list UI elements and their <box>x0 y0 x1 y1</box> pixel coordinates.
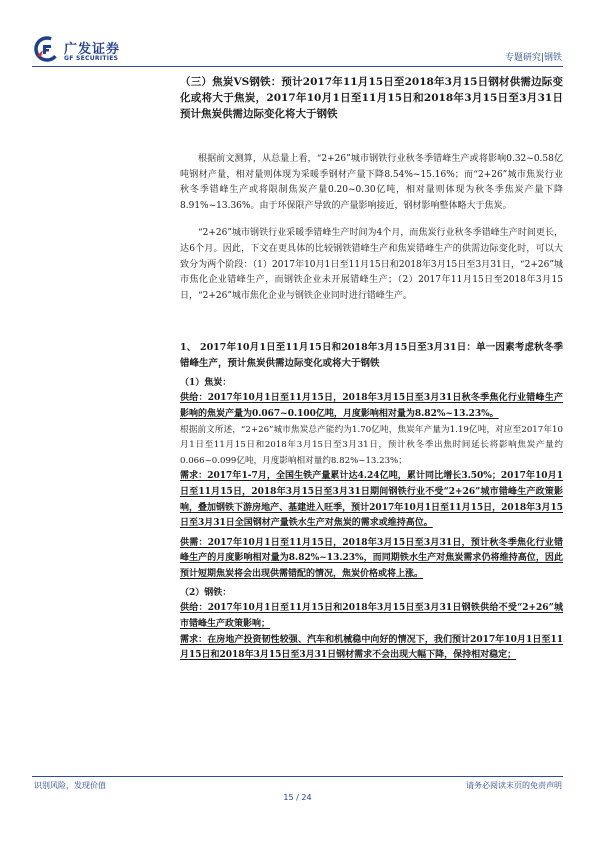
logo-chinese-name: 广发证券 <box>64 42 121 57</box>
coke-supply: 供给：2017年10月1日至11月15日，2018年3月15日至3月31日秋冬季焦化行业错峰生产影响的焦炭产量为0.067~0.100亿吨，月度影响相对量为8.82%~13.23%。 <box>180 393 563 419</box>
footer-disclaimer: 请务必阅读末页的免责声明 <box>466 781 562 790</box>
main-content <box>180 74 563 664</box>
steel-supply: 供给：2017年10月1日至11月15日和2018年3月15日至3月31日钢铁供给不受“2+26”城市错峰生产政策影响； <box>180 603 563 630</box>
coke-note: 根据前文所述，“2+26”城市焦炭总产能约为1.70亿吨，焦炭年产量为1.19亿吨，对应至2017年10月1日至11月15日和2018年3月15日至3月31日，预计秋冬季出焦时间延长将影响焦炭产量约0.066~0.099亿吨，月度影响相对量约8.82%~13.23%； <box>180 424 563 466</box>
header-divider <box>32 66 563 67</box>
footer-divider <box>32 776 563 777</box>
coke-title: （1）焦炭： <box>180 378 232 389</box>
coke-summary: 供需：2017年10月1日至11月15日，2018年3月15日至3月31日，预计秋冬季焦化行业错峰生产的月度影响相对量为8.82%~13.23%，而同期铁水生产对焦炭需求仍将维持高位，因此预计短期焦炭将会出现供需错配的情况，焦炭价格或将上涨。 <box>180 537 563 579</box>
report-category: 专题研究|钢铁 <box>504 53 562 63</box>
coke-demand: 需求：2017年1-7月，全国生铁产量累计达4.24亿吨，累计同比增长3.50%；2017年10月1日至11月15日，2018年3月15日至3月31日期间钢铁行业不受“2+26”城市错峰生产政策影响，叠加钢铁下游房地产、基建进入旺季，预计2017年10月1日至11月15日，2018年3月15日至3月31日全国钢材产量铁水生产对焦炭的需求或维持高位。 <box>180 471 563 529</box>
section-heading: （三）焦炭VS钢铁：预计2017年11月15日至2018年3月15日钢材供需边际变化或将大于焦炭，2017年10月1日至11月15日和2018年3月15日至3月31日预计焦炭供需边际变化将大于钢铁 <box>180 76 563 120</box>
subsection-title: 1、 2017年10月1日至11月15日和2018年3月15日至3月31日：单一因素考虑秋冬季错峰生产，预计焦炭供需边际变化或将大于钢铁 <box>180 342 563 370</box>
footer-slogan: 识别风险，发现价值 <box>34 781 106 790</box>
gf-logo-icon <box>34 36 60 62</box>
steel-demand: 需求：在房地产投资韧性较强、汽车和机械稳中向好的情况下，我们预计2017年10月1日至11月15日和2018年3月15日至3月31日钢材需求不会出现大幅下降，保持相对稳定； <box>180 634 563 661</box>
page-header <box>0 0 595 66</box>
paragraph-total-impact: 根据前文测算，从总量上看，“2+26”城市钢铁行业秋冬季错峰生产或将影响0.32~0.58亿吨钢材产量，相对量则体现为采暖季钢材产量下降8.54%~15.16%；而“2+26”城市焦炭行业秋冬季错峰生产或将限制焦炭产量0.20~0.30亿吨，相对量则体现为秋冬季焦炭产量下降8.91%~13.36%。由于环保限产导致的产量影响接近，钢材影响整体略大于焦炭。 <box>180 154 563 211</box>
paragraph-two-phases: “2+26”城市钢铁行业采暖季错峰生产时间为4个月，而焦炭行业秋冬季错峰生产时间更长，达6个月。因此，下文在更具体的比较钢铁错峰生产和焦炭错峰生产的供需边际变化时，可以大致分为两个阶段：（1）2017年10月1日至11月15日和2018年3月15日至3月31日，“2+26”城市焦化企业错峰生产，而钢铁企业未开展错峰生产；（2）2017年11月15日至2018年3月15日，“2+26”城市焦化企业与钢铁企业同时进行错峰生产。 <box>180 228 563 301</box>
page-number: 15 / 24 <box>283 793 312 802</box>
logo-english-name: GF SECURITIES <box>64 55 119 62</box>
steel-title: （2）钢铁： <box>180 588 232 599</box>
company-logo <box>34 36 134 66</box>
